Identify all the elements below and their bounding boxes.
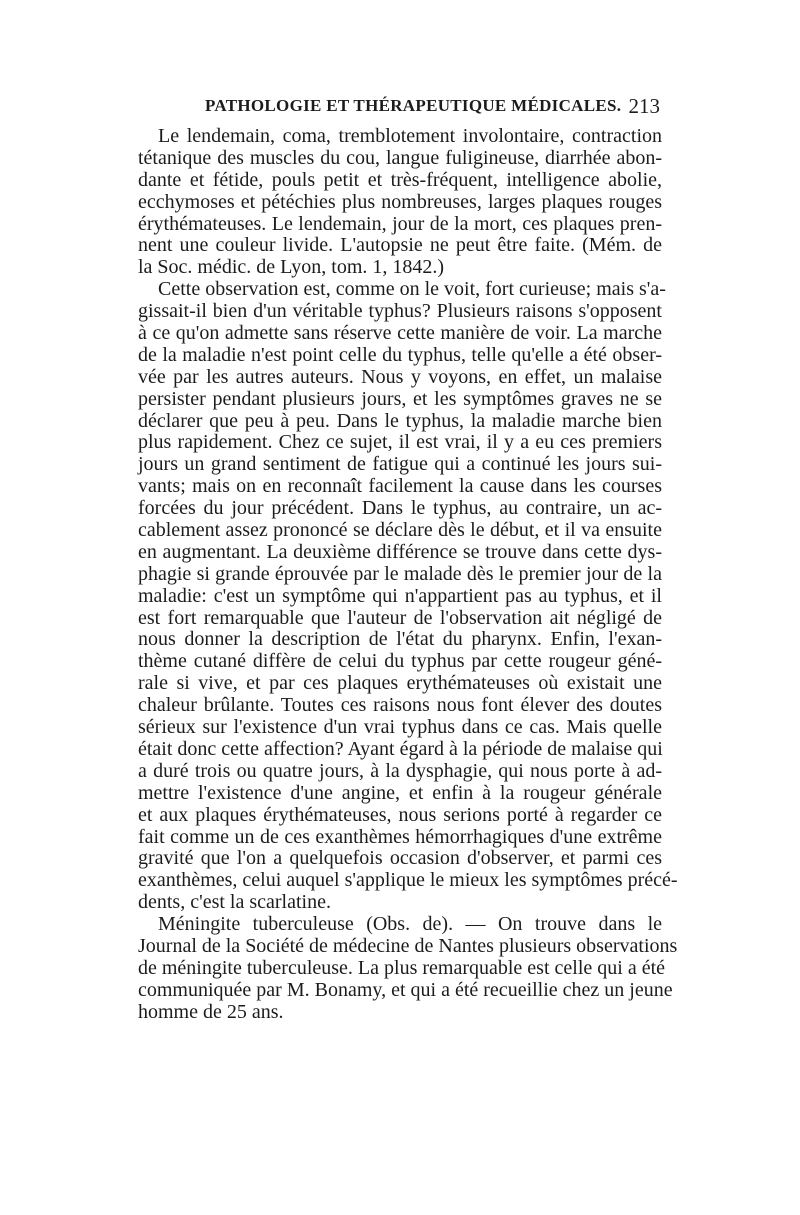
text-line: la Soc. médic. de Lyon, tom. 1, 1842.) <box>138 256 445 279</box>
text-line: communiquée par M. Bonamy, et qui a été recueillie chez un jeune <box>138 978 673 1001</box>
text-line: rale si vive, et par ces plaques erythémateuses où existait une <box>138 672 662 695</box>
text-line: maladie: c'est un symptôme qui n'appartient pas au typhus, et il <box>138 584 662 607</box>
text-line: fait comme un de ces exanthèmes hémorrhagiques d'une extrême <box>138 825 662 848</box>
text-line: Le lendemain, coma, tremblotement involontaire, contraction <box>158 125 662 147</box>
text-line: persister pendant plusieurs jours, et les symptômes graves ne se <box>138 387 662 410</box>
text-line: phagie si grande éprouvée par le malade dès le premier jour de la <box>138 562 662 585</box>
text-line: sérieux sur l'existence d'un vrai typhus dans ce cas. Mais quelle <box>138 716 662 739</box>
text-line: gissait-il bien d'un véritable typhus? Plusieurs raisons s'opposent <box>138 300 662 323</box>
text-line: déclarer que peu à peu. Dans le typhus, la maladie marche bien <box>138 409 662 432</box>
text-line: nous donner la description de l'état du pharynx. Enfin, l'exan- <box>138 628 662 651</box>
page-number: 213 <box>628 94 660 118</box>
text-line: gravité que l'on a quelquefois occasion d'observer, et parmi ces <box>138 847 662 870</box>
text-line: plus rapidement. Chez ce sujet, il est vrai, il y a eu ces premiers <box>138 431 662 454</box>
text-line: jours un grand sentiment de fatigue qui a continué les jours sui- <box>138 453 662 476</box>
text-line: cablement assez prononcé se déclare dès le début, et il va ensuite <box>138 519 662 542</box>
text-line: nent une couleur livide. L'autopsie ne peut être faite. (Mém. de <box>138 234 662 257</box>
text-line: homme de 25 ans. <box>138 1000 284 1023</box>
text-line: de la maladie n'est point celle du typhus, telle qu'elle a été obser- <box>138 343 662 366</box>
text-line: dante et fétide, pouls petit et très-fréquent, intelligence abolie, <box>138 168 662 191</box>
text-line: était donc cette affection? Ayant égard à la période de malaise qui <box>138 737 663 760</box>
text-line: en augmentant. La deuxième différence se trouve dans cette dys- <box>138 540 662 563</box>
text-line: dents, c'est la scarlatine. <box>138 891 331 914</box>
text-line: forcées du jour précédent. Dans le typhus, au contraire, un ac- <box>138 497 662 520</box>
text-line: vants; mais on en reconnaît facilement la cause dans les courses <box>138 475 662 498</box>
text-line: tétanique des muscles du cou, langue fuligineuse, diarrhée abon- <box>138 146 662 169</box>
text-line: ecchymoses et pétéchies plus nombreuses, larges plaques rouges <box>138 190 662 213</box>
text-line: thème cutané diffère de celui du typhus par cette rougeur géné- <box>138 650 662 673</box>
body-text <box>138 125 678 1024</box>
text-line: érythémateuses. Le lendemain, jour de la mort, ces plaques pren- <box>138 212 662 235</box>
text-line: exanthèmes, celui auquel s'applique le mieux les symptômes précé- <box>138 869 678 892</box>
running-title: PATHOLOGIE ET THÉRAPEUTIQUE MÉDICALES. <box>205 96 622 115</box>
text-line: Méningite tuberculeuse (Obs. de). — On trouve dans le <box>158 913 662 936</box>
running-header <box>205 96 660 120</box>
text-line: et aux plaques érythémateuses, nous serions porté à regarder ce <box>138 803 662 826</box>
text-line: est fort remarquable que l'auteur de l'observation ait négligé de <box>138 606 662 629</box>
text-line: de méningite tuberculeuse. La plus remarquable est celle qui a été <box>138 956 666 979</box>
text-line: mettre l'existence d'une angine, et enfin à la rougeur générale <box>138 781 662 804</box>
text-line: Journal de la Société de médecine de Nantes plusieurs observations <box>138 934 678 957</box>
text-line: à ce qu'on admette sans réserve cette manière de voir. La marche <box>138 322 662 345</box>
text-line: Cette observation est, comme on le voit, fort curieuse; mais s'a- <box>158 278 666 301</box>
text-line: a duré trois ou quatre jours, à la dysphagie, qui nous porte à ad- <box>138 759 662 782</box>
text-line: vée par les autres auteurs. Nous y voyons, en effet, un malaise <box>138 365 662 388</box>
text-line: chaleur brûlante. Toutes ces raisons nous font élever des doutes <box>138 694 662 717</box>
